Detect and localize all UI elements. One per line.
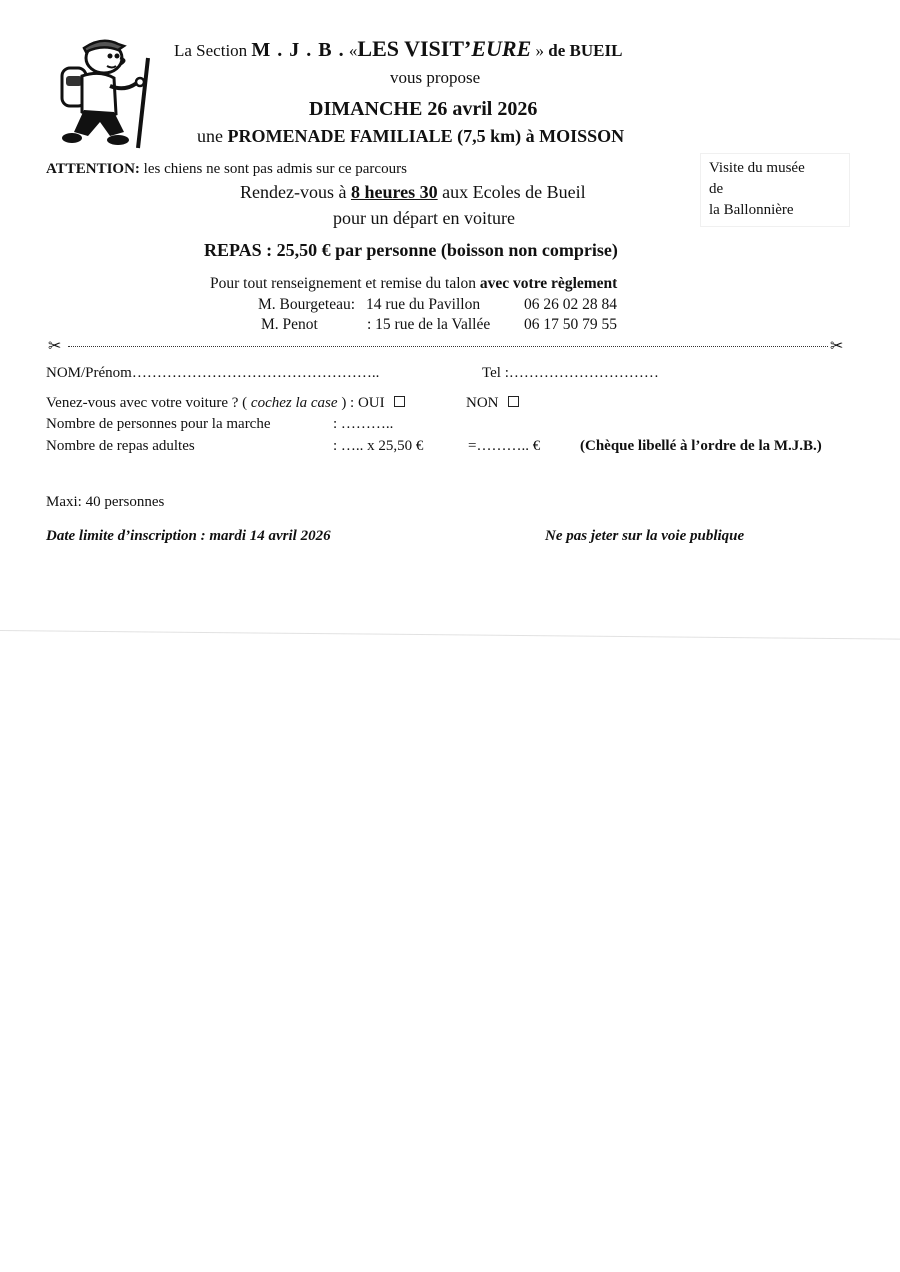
header-eure: EURE (471, 36, 532, 61)
rendezvous-line (240, 182, 586, 203)
renseignement-text: Pour tout renseignement et remise du talon (210, 275, 477, 292)
cheque-note: (Chèque libellé à l’ordre de la M.J.B.) (580, 438, 822, 454)
sheet-edge-line (0, 630, 900, 640)
vous-propose: vous propose (390, 68, 481, 87)
header-line-1 (174, 36, 622, 62)
contact-2-address: : 15 rue de la Vallée (367, 316, 491, 333)
rendezvous-time: 8 heures 30 (350, 182, 438, 202)
header-quote-open: « (348, 41, 358, 60)
header-de-bueil: de BUEIL (548, 41, 623, 60)
depart-line: pour un départ en voiture (333, 208, 515, 228)
musee-line-1: Visite du musée (709, 160, 805, 176)
cut-line-divider (68, 346, 828, 347)
contact-1-phone: 06 26 02 28 84 (524, 296, 617, 313)
voiture-question (46, 395, 405, 412)
contact-1-address: 14 rue du Pavillon (366, 296, 481, 313)
oui-checkbox[interactable] (394, 396, 405, 407)
renseignement-line (210, 275, 617, 293)
attention-label: ATTENTION: (46, 161, 140, 177)
nom-prenom-field[interactable]: NOM/Prénom………………………………………….. (46, 365, 380, 381)
maxi-personnes: Maxi: 40 personnes (46, 494, 165, 510)
header-visit: LES VISIT’ (357, 36, 472, 61)
non-option (466, 395, 519, 412)
musee-line-3: la Ballonnière (709, 202, 794, 218)
nb-repas-total-field[interactable]: =……….. € (468, 438, 541, 454)
musee-line-2: de (709, 181, 724, 197)
contact-1-name: M. Bourgeteau: (258, 296, 356, 313)
ne-pas-jeter: Ne pas jeter sur la voie publique (545, 528, 745, 544)
promenade-title: PROMENADE FAMILIALE (7,5 km) à MOISSON (227, 126, 625, 146)
contact-2-phone: 06 17 50 79 55 (524, 316, 617, 333)
contact-2-name: M. Penot (261, 316, 318, 333)
voiture-question-italic: cochez la case (250, 395, 338, 411)
non-label: NON (466, 395, 499, 411)
scissors-icon-right: ✂ (830, 336, 844, 355)
nb-personnes-label: Nombre de personnes pour la marche (46, 416, 271, 432)
rendezvous-suffix: aux Ecoles de Bueil (442, 182, 586, 202)
header-quote-close: » (535, 41, 544, 60)
scissors-icon: ✂ (48, 336, 62, 355)
repas-price: REPAS : 25,50 € par personne (boisson non comprise) (204, 240, 618, 260)
non-checkbox[interactable] (508, 396, 519, 407)
attention-notice (46, 161, 407, 178)
hiker-illustration (52, 36, 162, 151)
header-mjb: M . J . B . (251, 39, 345, 61)
promenade-prefix: une (197, 126, 223, 146)
nb-personnes-field[interactable]: : ……….. (333, 416, 394, 432)
nb-repas-field[interactable]: : ….. x 25,50 € (333, 438, 424, 454)
musee-note (700, 153, 850, 227)
renseignement-bold: avec votre règlement (479, 275, 618, 292)
event-date: DIMANCHE 26 avril 2026 (309, 98, 538, 120)
attention-text: les chiens ne sont pas admis sur ce parcours (143, 161, 407, 177)
date-limite: Date limite d’inscription : mardi 14 avril 2026 (46, 528, 331, 544)
tel-field[interactable]: Tel :………………………… (482, 365, 659, 381)
header-prefix: La Section (174, 41, 248, 60)
promenade-line (197, 126, 624, 147)
nb-repas-label: Nombre de repas adultes (46, 438, 195, 454)
rendezvous-prefix: Rendez-vous à (240, 182, 347, 202)
voiture-question-suffix: ) : OUI (341, 395, 385, 411)
voiture-question-prefix: Venez-vous avec votre voiture ? ( (46, 395, 248, 411)
